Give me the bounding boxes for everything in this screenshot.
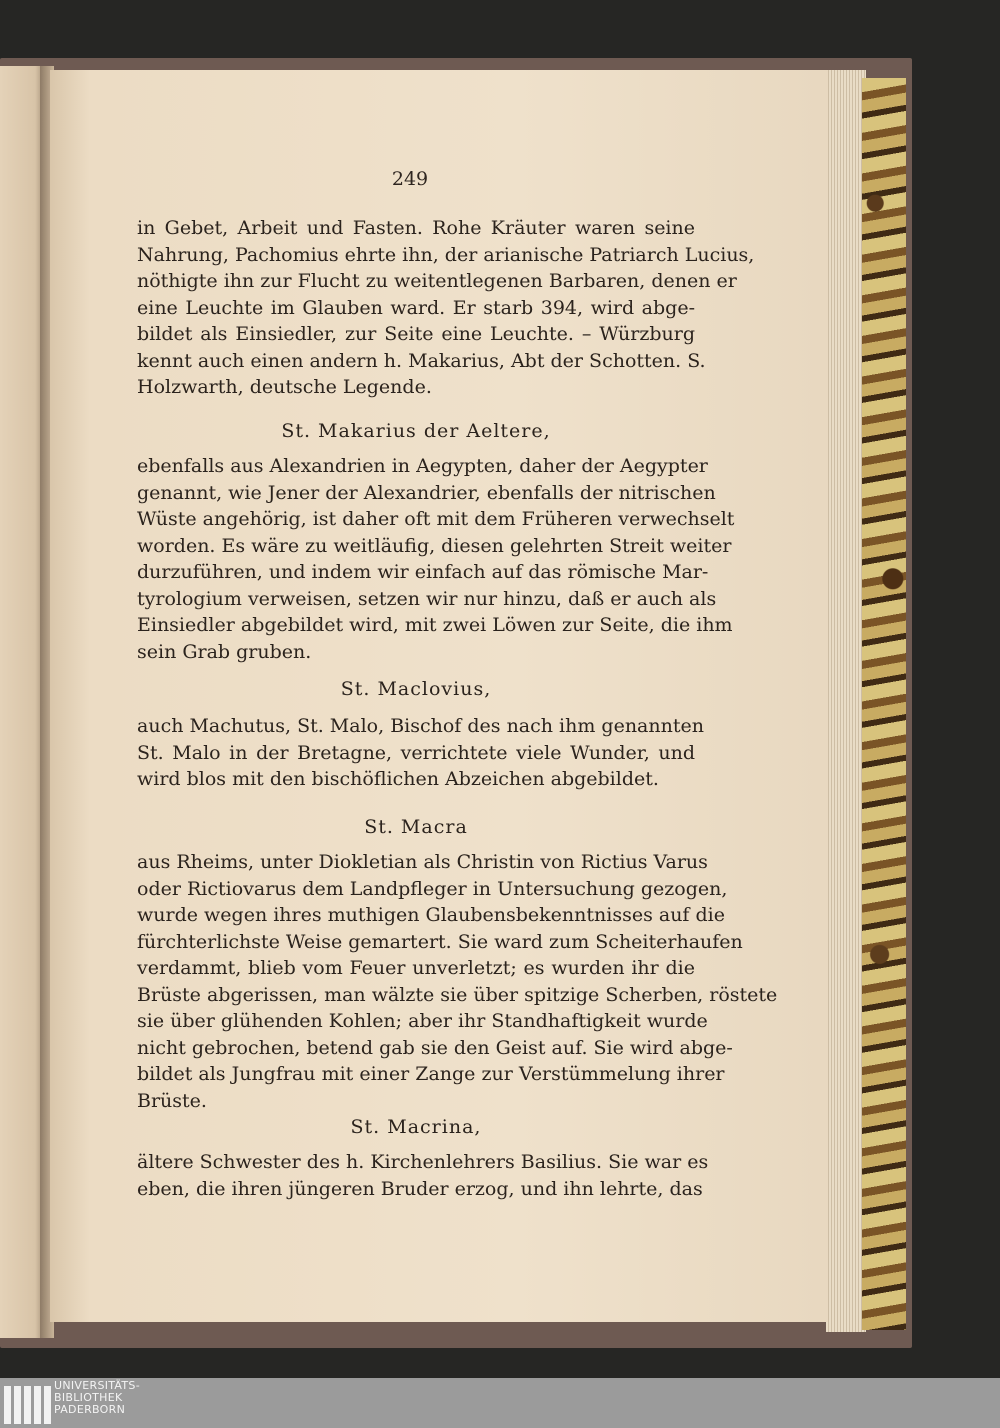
- page-number: 249: [391, 168, 429, 190]
- text-line: eben, die ihren jüngeren Bruder erzog, und ihn lehrte, das: [137, 1177, 703, 1200]
- text-line: Brüste.: [137, 1089, 207, 1112]
- text-line: bildet als Einsiedler, zur Seite eine Leuchte. – Würzburg: [137, 323, 695, 345]
- section-heading: St. Makarius der Aeltere,: [281, 420, 551, 442]
- paragraph: [137, 1149, 709, 1202]
- section-heading: St. Macrina,: [350, 1116, 482, 1138]
- text-line: in Gebet, Arbeit und Fasten. Rohe Kräuter waren seine: [137, 217, 695, 239]
- text-line: fürchterlichste Weise gemartert. Sie ward zum Scheiterhaufen: [137, 930, 743, 953]
- text-line: nicht gebrochen, betend gab sie den Geist auf. Sie wird abge-: [137, 1036, 733, 1059]
- paragraph: [137, 215, 755, 401]
- text-line: durzuführen, und indem wir einfach auf das römische Mar-: [137, 561, 709, 583]
- paragraph: [137, 713, 704, 793]
- library-logo-icon: [4, 1386, 54, 1424]
- text-line: kennt auch einen andern h. Makarius, Abt der Schotten. S.: [137, 349, 706, 372]
- text-line: St. Malo in der Bretagne, verrichtete viele Wunder, und: [137, 741, 695, 764]
- text-line: wurde wegen ihres muthigen Glaubensbekenntnisses auf die: [137, 904, 725, 926]
- left-page: [0, 66, 44, 1338]
- text-line: sie über glühenden Kohlen; aber ihr Standhaftigkeit wurde: [137, 1010, 708, 1032]
- page-edges: [826, 70, 866, 1332]
- text-line: bildet als Jungfrau mit einer Zange zur Verstümmelung ihrer: [137, 1063, 725, 1085]
- text-line: auch Machutus, St. Malo, Bischof des nach ihm genannten: [137, 715, 704, 737]
- text-line: verdammt, blieb vom Feuer unverletzt; es wurden ihr die: [137, 957, 695, 979]
- text-line: wird blos mit den bischöflichen Abzeichen abgebildet.: [137, 768, 659, 790]
- text-line: tyrologium verweisen, setzen wir nur hinzu, daß er auch als: [137, 587, 717, 610]
- marbled-edge: [862, 78, 906, 1330]
- text-line: aus Rheims, unter Diokletian als Christin von Rictius Varus: [137, 851, 708, 873]
- text-line: ebenfalls aus Alexandrien in Aegypten, daher der Aegypter: [137, 455, 708, 477]
- paragraph: [137, 849, 778, 1114]
- text-line: worden. Es wäre zu weitläufig, diesen gelehrten Streit weiter: [137, 534, 732, 557]
- footer-bar: [0, 1378, 1000, 1428]
- text-line: Brüste abgerissen, man wälzte sie über spitzige Scherben, röstete: [137, 983, 778, 1006]
- text-line: ältere Schwester des h. Kirchenlehrers Basilius. Sie war es: [137, 1151, 709, 1173]
- text-line: oder Rictiovarus dem Landpfleger in Untersuchung gezogen,: [137, 877, 728, 900]
- text-line: eine Leuchte im Glauben ward. Er starb 394, wird abge-: [137, 296, 695, 319]
- text-line: Nahrung, Pachomius ehrte ihn, der arianische Patriarch Lucius,: [137, 243, 755, 266]
- text-line: sein Grab gruben.: [137, 640, 312, 663]
- text-line: nöthigte ihn zur Flucht zu weitentlegenen Barbaren, denen er: [137, 270, 737, 292]
- section-heading: St. Maclovius,: [340, 678, 492, 700]
- text-line: Holzwarth, deutsche Legende.: [137, 376, 432, 398]
- library-logo-text: UNIVERSITÄTS- BIBLIOTHEK PADERBORN: [54, 1379, 140, 1416]
- text-line: genannt, wie Jener der Alexandrier, ebenfalls der nitrischen: [137, 481, 716, 504]
- paragraph: [137, 453, 735, 665]
- section-heading: St. Macra: [364, 816, 468, 838]
- text-line: Wüste angehörig, ist daher oft mit dem Früheren verwechselt: [137, 508, 735, 530]
- text-line: Einsiedler abgebildet wird, mit zwei Löwen zur Seite, die ihm: [137, 614, 733, 636]
